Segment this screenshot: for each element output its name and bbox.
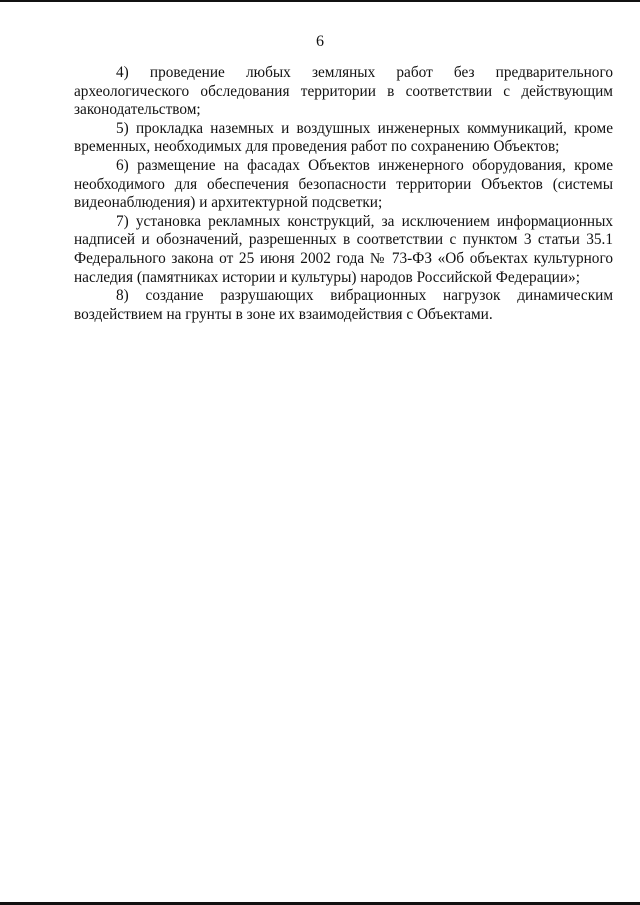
list-item-7: 7) установка рекламных конструкций, за исключением информационных надписей и обозначений, разрешенных в соответствии с пунктом 3 статьи 35.1 Федерального закона от 25 июня 2002 года № 73-ФЗ «Об объектах культурного наследия (памятниках истории и культуры) народов Российской Федерации»; (74, 212, 613, 286)
list-item-5: 5) прокладка наземных и воздушных инженерных коммуникаций, кроме временных, необходимых для проведения работ по сохранению Объектов; (74, 119, 613, 156)
list-item-6: 6) размещение на фасадах Объектов инженерного оборудования, кроме необходимого для обеспечения безопасности территории Объектов (системы видеонаблюдения) и архитектурной подсветки; (74, 156, 613, 212)
scan-top-edge (0, 0, 640, 2)
page-number: 6 (316, 33, 324, 50)
list-item-8: 8) создание разрушающих вибрационных нагрузок динамическим воздействием на грунты в зоне их взаимодействия с Объектами. (74, 287, 613, 323)
list-item-4: 4) проведение любых земляных работ без предварительного археологического обследования территории в соответствии с действующим законодательством; (74, 64, 613, 119)
document-body (74, 64, 613, 324)
